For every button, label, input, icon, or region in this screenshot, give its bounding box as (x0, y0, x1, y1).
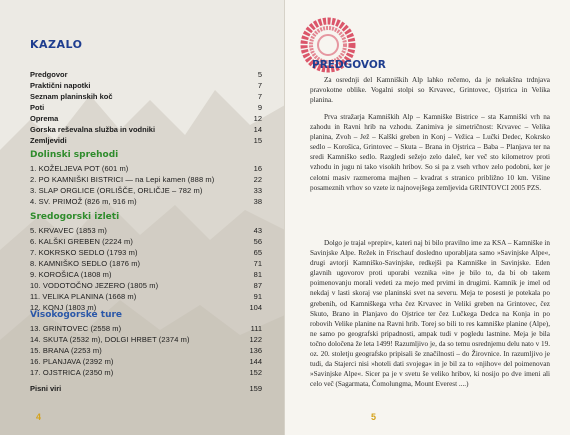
toc-page: 56 (253, 237, 262, 246)
toc-row[interactable] (30, 269, 262, 280)
toc-row[interactable] (30, 236, 262, 247)
toc-title: 12. KONJ (1803 m) (30, 303, 97, 312)
toc-page: 136 (249, 346, 262, 355)
toc-title: 8. KAMNIŠKO SEDLO (1876 m) (30, 259, 141, 268)
toc-title: Gorska reševalna služba in vodniki (30, 125, 156, 134)
section-title-visokogorske: Visokogorske ture (30, 310, 123, 320)
toc-row[interactable] (30, 367, 262, 378)
toc-title: 3. SLAP ORGLICE (ORLIŠČE, ORLIČJE – 782 m) (30, 186, 203, 195)
toc-page: 15 (253, 136, 262, 145)
toc-page: 81 (253, 270, 262, 279)
toc-page: 159 (249, 384, 262, 393)
toc-page: 33 (253, 186, 262, 195)
toc-row[interactable] (30, 291, 262, 302)
toc-title: Poti (30, 103, 45, 112)
toc-title: 13. GRINTOVEC (2558 m) (30, 324, 122, 333)
toc-page: 7 (257, 92, 262, 101)
toc-title: 9. KOROŠICA (1808 m) (30, 270, 112, 279)
section-title-sredogorski: Sredogorski izleti (30, 212, 120, 222)
toc-page: 71 (253, 259, 262, 268)
toc-page: 5 (257, 70, 262, 79)
toc-section-list (30, 323, 262, 378)
toc-row[interactable] (30, 383, 262, 394)
toc-title: Oprema (30, 114, 59, 123)
toc-row[interactable] (30, 80, 262, 91)
toc-row[interactable] (30, 258, 262, 269)
toc-title: 7. KOKRSKO SEDLO (1793 m) (30, 248, 138, 257)
toc-page: 16 (253, 164, 262, 173)
toc-title: Pisni viri (30, 384, 62, 393)
toc-row[interactable] (30, 135, 262, 146)
toc-title: 6. KALŠKI GREBEN (2224 m) (30, 237, 133, 246)
toc-page: 12 (253, 114, 262, 123)
toc-page: 111 (250, 324, 262, 333)
toc-title: 2. PO KAMNIŠKI BISTRICI — na Lepi kamen (888 m) (30, 175, 215, 184)
toc-row[interactable] (30, 124, 262, 135)
toc-row[interactable] (30, 163, 262, 174)
toc-row[interactable] (30, 102, 262, 113)
toc-page: 38 (253, 197, 262, 206)
preface-paragraph: Prva stražarja Kamniških Alp – Kamniške Bistrice – sta Kamniški vrh na zahodu in Ravni hrib na vzhodu. Zanimiva je simetričnost: Krvavec – Velika planina, Zvoh – Jež – Kalški greben in Konj – Vežica – Lučki Dedec, Kokrsko sedlo – Korošica, Grintovec – Skuta – Brana in Ojstrica – Baba – Planjava ter na sredi Kamniško sedlo. Razgledi sežejo zelo daleč, ker več sto kilometrov proti vzhodu in jugu ni tako visokih hribov. So si pa z vseh vrhov zelo podobni, ker je celotni masiv razmeroma majhen – kvadrat s stranico približno 10 km. Višine posameznih vrhov so vzete iz najnovejšega zemljevida GRINTOVCI 2005 PZS. (310, 113, 550, 192)
toc-title: Predgovor (30, 70, 68, 79)
page-number-right: 5 (371, 412, 377, 422)
toc-page: 91 (253, 292, 262, 301)
right-page (285, 0, 570, 435)
toc-row[interactable] (30, 225, 262, 236)
toc-title: Seznam planinskih koč (30, 92, 113, 101)
toc-row[interactable] (30, 323, 262, 334)
toc-section-list (30, 225, 262, 313)
page-number-left: 4 (36, 412, 42, 422)
toc-title: 16. PLANJAVA (2392 m) (30, 357, 114, 366)
toc-heading: KAZALO (30, 38, 83, 51)
toc-row[interactable] (30, 280, 262, 291)
preface-paragraph: Za osrednji del Kamniških Alp lahko rečemo, da je nekakšna trdnjava pravokotne oblike. Vogalni stolpi so Krvavec, Grintovec, Ojstrica in Velika planina. (310, 76, 550, 105)
preface-heading: PREDGOVOR (312, 59, 386, 71)
toc-page: 14 (253, 125, 262, 134)
toc-title: 5. KRVAVEC (1853 m) (30, 226, 107, 235)
toc-row[interactable] (30, 174, 262, 185)
toc-title: 11. VELIKA PLANINA (1668 m) (30, 292, 137, 301)
toc-title: Zemljevidi (30, 136, 67, 145)
toc-page: 22 (253, 175, 262, 184)
toc-page: 65 (253, 248, 262, 257)
toc-title: Praktični napotki (30, 81, 91, 90)
section-title-dolinski: Dolinski sprehodi (30, 150, 119, 160)
toc-page: 104 (249, 303, 262, 312)
toc-title: 4. SV. PRIMOŽ (826 m, 916 m) (30, 197, 137, 206)
toc-row[interactable] (30, 69, 262, 80)
toc-page: 9 (257, 103, 262, 112)
toc-page: 87 (253, 281, 262, 290)
toc-main-list (30, 69, 262, 146)
preface-paragraph: Dolgo je trajal »prepir«, kateri naj bi bilo pravilno ime za KSA – Kamniške in Savinjske Alpe. Režek in Frischauf dosledno uporabljata samo »Savinjske Alpe«, drugi avtorji Kamniško-Savinjske, redkejši pa Kamniške in Savinjske. Eden glavnih ugovorov proti uporabi veznika »in« je bilo to, da bi ob takem poimenovanju morali vedeti za mejo med prvimi in drugimi. Kamnik je imel od nekdaj v lasti skoraj vse planinski svet na severu. Meja te posesti je potekala po grebenih, od Kamniškega vrha čez Krvavec in Veliki greben na Grintovec, čez Skuto, Brano in Planjavo do Ojstrice ter čez Lučkega Dedca na Konja in po robovih Velike planine na Ravni hrib. Torej so bili to res kamniške planine (Alpe), ne samo po geografski pripadnosti, ampak tudi v pogledu lastnine. Meja je bila točno določena že leta 1499! Razumljivo je, da so temu osrednjemu delu nato v 19. oz. 20. stoletju geografsko pripisali še značilnosti – do Žirovnice. In razumljivo je tudi, da Stajerci nisi »hoteli dati svojega« in je bil za to »njihov« del poimenovan »Savinjske Alpe«. Sicer pa je v svetu še veliko hribov, ki nosijo po dve imeni ali celo več (Sagarmata, Čomolungma, Mount Everest ....) (310, 239, 550, 389)
toc-page: 122 (249, 335, 262, 344)
toc-row[interactable] (30, 185, 262, 196)
toc-row[interactable] (30, 247, 262, 258)
toc-title: 10. VODOTOČNO JEZERO (1805 m) (30, 281, 159, 290)
toc-tail-list (30, 383, 262, 394)
toc-row[interactable] (30, 334, 262, 345)
toc-page: 152 (249, 368, 262, 377)
toc-row[interactable] (30, 113, 262, 124)
toc-page: 7 (257, 81, 262, 90)
toc-row[interactable] (30, 356, 262, 367)
toc-row[interactable] (30, 196, 262, 207)
toc-row[interactable] (30, 345, 262, 356)
toc-title: 1. KOŽELJEVA POT (601 m) (30, 164, 129, 173)
toc-title: 14. SKUTA (2532 m), DOLGI HRBET (2374 m) (30, 335, 190, 344)
toc-page: 144 (249, 357, 262, 366)
toc-title: 15. BRANA (2253 m) (30, 346, 102, 355)
toc-title: 17. OJSTRICA (2350 m) (30, 368, 114, 377)
toc-row[interactable] (30, 91, 262, 102)
toc-section-list (30, 163, 262, 207)
toc-page: 43 (253, 226, 262, 235)
